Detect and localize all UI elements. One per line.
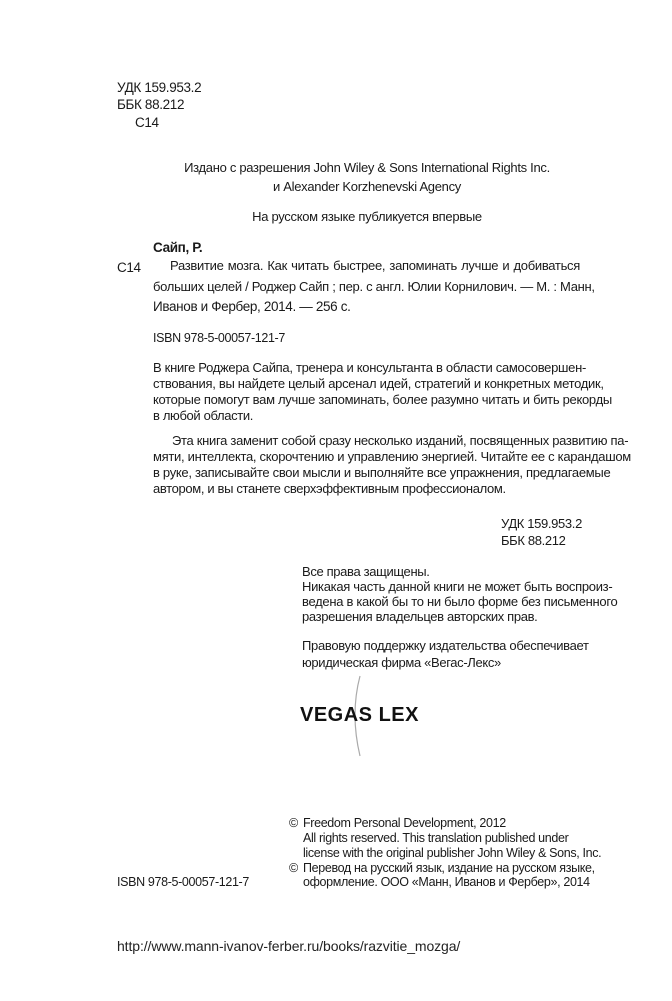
author-name: Сайп, Р. [153,240,203,255]
bib-mark: С14 [117,260,141,275]
annotation-line: Эта книга заменит собой сразу несколько изданий, посвященных развитию па- [172,433,629,448]
udk-code-right: УДК 159.953.2 [501,516,582,531]
annotation-line: автором, и вы станете сверхэффективным профессионалом. [153,481,506,496]
permission-line: Издано с разрешения John Wiley & Sons International Rights Inc. [184,160,550,175]
bib-line: Иванов и Фербер, 2014. — 256 с. [153,299,351,314]
copyright-icon: © [289,816,298,830]
first-publication-note: На русском языке публикуется впервые [252,209,482,224]
udk-code: УДК 159.953.2 [117,80,202,95]
copyright-line: Freedom Personal Development, 2012 [303,816,506,830]
permission-line: и Alexander Korzhenevski Agency [272,179,462,194]
annotation-line: в любой области. [153,408,254,423]
rights-line: ведена в какой бы то ни было форме без письменного [302,594,618,609]
legal-line: юридическая фирма «Вегас-Лекс» [302,655,501,670]
bib-line: Развитие мозга. Как читать быстрее, запоминать лучше и добиваться [170,258,580,273]
bottom-isbn: ISBN 978-5-00057-121-7 [117,875,249,889]
rights-line: разрешения владельцев авторских прав. [302,609,538,624]
copyright-icon: © [289,861,298,875]
copyright-line: оформление. ООО «Манн, Иванов и Фербер», 2014 [303,875,590,889]
rights-line: Все права защищены. [302,564,430,579]
copyright-line: license with the original publisher John Wiley & Sons, Inc. [303,846,602,860]
annotation-line: которые помогут вам лучше запоминать, более разумно читать и бить рекорды [153,392,612,407]
rights-line: Никакая часть данной книги не может быть воспроиз- [302,579,613,594]
annotation-line: ствования, вы найдете целый арсенал идей, стратегий и конкретных методик, [153,376,604,391]
bbk-code-right: ББК 88.212 [501,533,566,548]
book-url-link[interactable]: http://www.mann-ivanov-ferber.ru/books/razvitie_mozga/ [117,938,461,954]
annotation-line: мяти, интеллекта, скорочтению и управлению энергией. Читайте ее с карандашом [153,449,631,464]
bbk-code: ББК 88.212 [117,97,185,112]
author-mark: С14 [135,115,159,130]
annotation-line: в руке, записывайте свои мысли и выполняйте все упражнения, предлагаемые [153,465,611,480]
legal-line: Правовую поддержку издательства обеспечивает [302,638,589,653]
annotation-line: В книге Роджера Сайпа, тренера и консультанта в области самосовершен- [153,360,587,375]
copyright-line: Перевод на русский язык, издание на русском языке, [303,861,595,875]
copyright-line: All rights reserved. This translation published under [303,831,569,845]
vegas-lex-logo: VEGAS LEX [300,704,419,726]
isbn: ISBN 978-5-00057-121-7 [153,331,285,345]
bib-line: больших целей / Роджер Сайп ; пер. с англ. Юлии Корнилович. — М. : Манн, [153,279,595,294]
